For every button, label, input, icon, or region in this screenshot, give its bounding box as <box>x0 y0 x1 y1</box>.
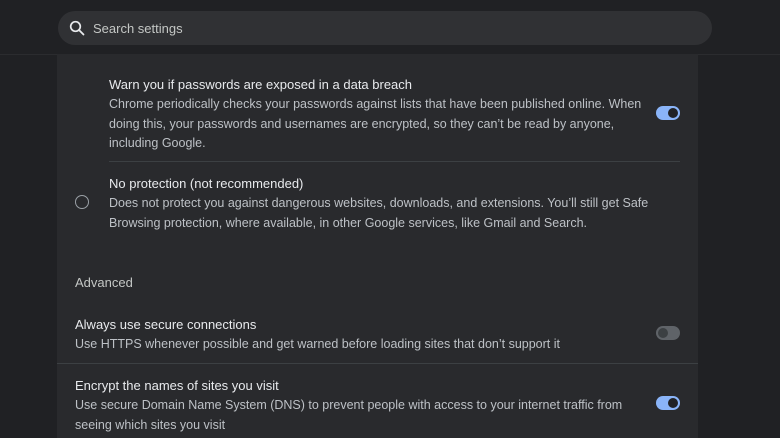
no-protection-desc-line1: Does not protect you against dangerous websites, downloads, and extensions. You’ll still get Safe <box>109 196 649 210</box>
no-protection-desc-line2: Browsing protection, where available, in other Google services, like Gmail and Search. <box>109 215 588 230</box>
divider <box>57 363 698 364</box>
secure-connections-title: Always use secure connections <box>75 317 257 332</box>
encrypt-names-desc-line1: Use secure Domain Name System (DNS) to prevent people with access to your internet traffic from <box>75 398 623 412</box>
warn-breach-desc-line3: including Google. <box>109 136 206 150</box>
advanced-heading: Advanced <box>75 275 133 290</box>
secure-connections-desc: Use HTTPS whenever possible and get warned before loading sites that don’t support it <box>75 337 560 351</box>
encrypt-names-desc-line2: seeing which sites you visit <box>75 417 226 432</box>
warn-breach-desc-line1: Chrome periodically checks your passwords against lists that have been published online. When <box>109 97 642 111</box>
settings-toolbar <box>0 0 780 55</box>
warn-breach-title: Warn you if passwords are exposed in a data breach <box>109 77 413 92</box>
divider <box>109 161 680 162</box>
toggle-knob <box>658 328 668 338</box>
settings-card <box>57 54 698 438</box>
search-icon <box>69 20 85 36</box>
warn-breach-toggle[interactable] <box>656 106 680 120</box>
encrypt-names-toggle[interactable] <box>656 396 680 410</box>
no-protection-radio[interactable] <box>75 195 89 209</box>
toggle-knob <box>668 108 678 118</box>
toggle-knob <box>668 398 678 408</box>
secure-connections-toggle[interactable] <box>656 326 680 340</box>
search-input[interactable] <box>91 20 655 37</box>
encrypt-names-title: Encrypt the names of sites you visit <box>75 378 279 393</box>
warn-breach-desc-line2: doing this, your passwords and usernames are encrypted, so they can’t be read by anyone, <box>109 116 615 131</box>
search-box[interactable] <box>58 11 712 45</box>
no-protection-title: No protection (not recommended) <box>109 176 304 191</box>
